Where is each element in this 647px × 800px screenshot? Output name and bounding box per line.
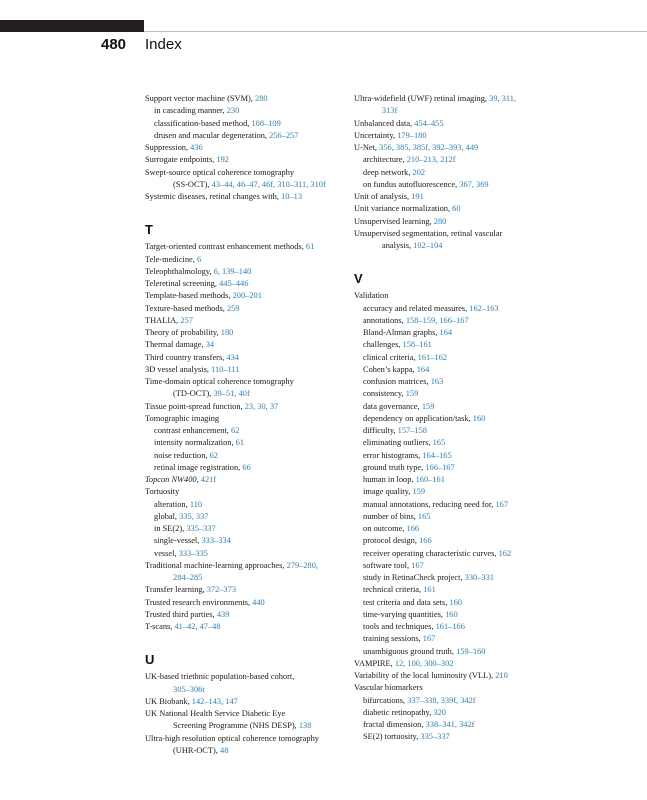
page-reference-link[interactable]: 280	[433, 216, 447, 226]
index-subentry	[354, 535, 554, 547]
page-reference-link[interactable]: 259	[226, 303, 240, 313]
page-reference-link[interactable]: 166–167	[425, 462, 455, 472]
page-reference-link[interactable]: 10–13	[281, 192, 302, 201]
entry-term: contrast enhancement,	[154, 426, 231, 435]
page-reference-link[interactable]: 102–104	[413, 241, 443, 250]
entry-term: eliminating outliers,	[363, 438, 433, 448]
page-reference-link[interactable]: 337–338, 339f, 342f	[407, 695, 476, 705]
index-subentry	[354, 450, 554, 462]
entry-term: Trusted research environments,	[145, 597, 253, 607]
entry-term: Vascular biomarkers	[354, 683, 423, 693]
page-reference-link[interactable]: 159	[421, 401, 435, 411]
entry-term: software tool,	[363, 560, 412, 570]
index-subentry	[354, 523, 554, 535]
entry-term: diabetic retinopathy,	[363, 707, 434, 717]
entry-term: (TD-OCT),	[173, 389, 214, 399]
page-reference-link[interactable]: 230	[226, 106, 240, 116]
index-entry	[145, 254, 343, 266]
entry-term: on fundus autofluorescence,	[363, 179, 460, 189]
page-reference-link[interactable]: 165	[432, 438, 446, 448]
page-reference-link[interactable]: 192	[216, 155, 229, 165]
header-rule	[144, 31, 647, 32]
entry-term: manual annotations, reducing need for,	[363, 499, 496, 509]
entry-term: Tortuosity	[145, 487, 180, 497]
index-subentry	[145, 118, 343, 130]
entry-group	[354, 290, 554, 743]
index-entry	[145, 560, 343, 572]
index-entry	[354, 93, 554, 105]
entry-term: Variability of the local luminosity (VLL),	[354, 671, 496, 680]
index-entry	[145, 167, 343, 179]
entry-term: time-varying quantities,	[363, 609, 446, 619]
page-reference-link[interactable]: 157–158	[397, 426, 427, 435]
page-reference-link[interactable]: 313f	[382, 106, 398, 116]
entry-term: on outcome,	[363, 524, 407, 533]
index-subentry	[354, 388, 554, 400]
page-reference-link[interactable]: 159	[405, 389, 419, 399]
page-reference-link[interactable]: 60	[452, 204, 461, 214]
page-reference-link[interactable]: 62	[209, 450, 218, 460]
entry-term: Target-oriented contrast enhancement methods,	[145, 242, 306, 252]
page-reference-link[interactable]: 158–159, 166–167	[405, 315, 469, 325]
entry-term: (SS-OCT),	[173, 179, 212, 189]
entry-term: THALIA,	[145, 315, 181, 325]
page-reference-link[interactable]: 166	[419, 536, 432, 546]
index-subentry	[354, 167, 554, 179]
entry-term: study in RetinaCheck project,	[363, 573, 465, 582]
entry-group	[354, 93, 554, 252]
index-entry	[145, 376, 343, 388]
page-reference-link[interactable]: 333–334	[201, 536, 231, 546]
index-subentry	[354, 646, 554, 658]
index-subentry	[354, 413, 554, 425]
index-entry	[145, 191, 343, 203]
entry-term: human in loop,	[363, 475, 416, 484]
entry-term: Unbalanced data,	[354, 118, 415, 128]
index-subentry	[354, 486, 554, 498]
index-subentry	[354, 401, 554, 413]
index-subentry	[354, 437, 554, 449]
page-reference-link[interactable]: 167	[411, 560, 424, 570]
entry-term: analysis,	[382, 241, 414, 250]
index-entry	[145, 621, 343, 633]
entry-term: Transfer learning,	[145, 585, 207, 595]
page-reference-link[interactable]: 372–373	[206, 585, 237, 595]
page-reference-link[interactable]: 166	[406, 524, 420, 533]
index-entry	[145, 696, 343, 708]
index-entry	[145, 266, 343, 278]
page-reference-link[interactable]: 158–161	[402, 340, 432, 350]
index-entry	[354, 130, 554, 142]
entry-term: Systemic diseases, retinal changes with,	[145, 192, 282, 201]
page-reference-link[interactable]: 159–160	[456, 646, 486, 656]
index-entry	[354, 670, 554, 682]
page-reference-link[interactable]: 39–51, 40f	[213, 389, 250, 399]
entry-term: classification-based method,	[154, 118, 252, 128]
entry-term: dependency on application/task,	[363, 413, 473, 423]
index-entry-continuation	[145, 388, 343, 400]
index-subentry	[354, 352, 554, 364]
index-subentry	[354, 303, 554, 315]
page-reference-link[interactable]: 164–165	[422, 450, 452, 460]
index-entry	[145, 142, 343, 154]
entry-term: Teleretinal screening,	[145, 279, 220, 288]
entry-term: Traditional machine-learning approaches,	[145, 560, 287, 570]
page-reference-link[interactable]: 110–111	[211, 364, 240, 374]
entry-term: Unsupervised learning,	[354, 216, 434, 226]
page-reference-link[interactable]: 454–455	[414, 118, 444, 128]
page-number: 480	[101, 36, 127, 53]
entry-term: UK-based triethnic population-based cohort,	[145, 672, 295, 682]
page-reference-link[interactable]: 210–213, 212f	[406, 155, 456, 165]
index-subentry	[145, 105, 343, 117]
entry-term: protocol design,	[363, 536, 420, 546]
index-entry	[145, 290, 343, 302]
page-reference-link[interactable]: 284–285	[173, 573, 203, 582]
index-subentry	[145, 548, 343, 560]
page-reference-link[interactable]: 161–162	[417, 352, 447, 362]
page-reference-link[interactable]: 161	[423, 585, 436, 595]
page-reference-link[interactable]: 138	[298, 721, 312, 731]
index-subentry	[354, 707, 554, 719]
index-subentry	[145, 511, 343, 523]
index-entry	[145, 315, 343, 327]
page-reference-link[interactable]: 34	[205, 340, 215, 350]
page-reference-link[interactable]: 179–180	[397, 130, 427, 140]
page-reference-link[interactable]: 164	[416, 364, 430, 374]
index-entry	[145, 671, 343, 683]
entry-term: intensity normalization,	[154, 438, 236, 448]
index-entry	[145, 413, 343, 425]
page-reference-link[interactable]: 335–337	[420, 732, 450, 742]
page-reference-link[interactable]: 167	[422, 634, 436, 644]
index-subentry	[145, 425, 343, 437]
index-entry	[145, 733, 343, 745]
index-column-left	[145, 93, 343, 757]
page-reference-link[interactable]: 257	[180, 315, 193, 325]
page-reference-link[interactable]: 160	[445, 609, 458, 619]
entry-term: Tissue point-spread function,	[145, 401, 245, 411]
index-entry	[145, 241, 343, 253]
entry-term: confusion matrices,	[363, 377, 431, 386]
page-reference-link[interactable]: 279–280,	[286, 560, 318, 570]
entry-term: Unsupervised segmentation, retinal vascular	[354, 228, 503, 238]
index-subentry	[145, 535, 343, 547]
section-letter-u: U	[145, 652, 155, 668]
index-subentry	[354, 499, 554, 511]
entry-term: Bland-Altman graphs,	[363, 328, 440, 337]
index-entry	[145, 609, 343, 621]
index-subentry	[354, 597, 554, 609]
entry-term: VAMPIRE,	[354, 658, 395, 668]
index-entry-continuation	[145, 745, 343, 757]
index-subentry	[354, 364, 554, 376]
index-entry	[145, 364, 343, 376]
page-reference-link[interactable]: 159	[412, 487, 426, 497]
index-entry-continuation	[145, 720, 343, 732]
index-subentry	[145, 523, 343, 535]
index-subentry	[354, 560, 554, 572]
entry-term: Validation	[354, 291, 389, 301]
index-subentry	[354, 511, 554, 523]
entry-term: Suppression,	[145, 143, 191, 152]
index-subentry	[145, 130, 343, 142]
index-subentry	[354, 633, 554, 645]
entry-term: Tomographic imaging	[145, 413, 220, 423]
entry-term: Trusted third parties,	[145, 609, 217, 619]
entry-term: noise reduction,	[154, 450, 210, 460]
index-subentry	[354, 621, 554, 633]
entry-term: Topcon NW400,	[145, 475, 201, 484]
entry-term: (UHR-OCT),	[173, 745, 220, 755]
index-entry	[145, 278, 343, 290]
entry-term: Surrogate endpoints,	[145, 155, 217, 165]
page-reference-link[interactable]: 445–446	[219, 279, 249, 288]
index-entry	[145, 597, 343, 609]
header-bar	[0, 20, 144, 32]
index-entry	[145, 303, 343, 315]
entry-term: Support vector machine (SVM),	[145, 94, 256, 103]
entry-term: training sessions,	[363, 634, 423, 644]
page-reference-link[interactable]: 256–257	[269, 130, 299, 140]
page-reference-link[interactable]: 335–337	[186, 524, 216, 533]
entry-term: receiver operating characteristic curves,	[363, 548, 499, 558]
index-subentry	[354, 695, 554, 707]
page-reference-link[interactable]: 23, 30, 37	[244, 401, 279, 411]
page-reference-link[interactable]: 164	[439, 328, 453, 337]
page-reference-link[interactable]: 202	[412, 167, 426, 177]
entry-term: test criteria and data sets,	[363, 597, 450, 607]
running-head: Index	[145, 36, 182, 53]
entry-term: technical criteria,	[363, 585, 424, 595]
entry-term: data governance,	[363, 401, 422, 411]
entry-term: global,	[154, 511, 180, 521]
index-subentry	[354, 315, 554, 327]
index-entry	[145, 486, 343, 498]
index-entry	[354, 118, 554, 130]
page-reference-link[interactable]: 62	[230, 426, 240, 435]
entry-term: deep network,	[363, 167, 413, 177]
section-letter-t: T	[145, 222, 153, 238]
page-reference-link[interactable]: 6, 139–140	[213, 266, 252, 276]
page-reference-link[interactable]: 167	[495, 499, 509, 509]
entry-term: Teleophthalmology,	[145, 266, 214, 276]
entry-term: retinal image registration,	[154, 462, 243, 472]
entry-term: error histograms,	[363, 450, 423, 460]
entry-term: Thermal damage,	[145, 340, 206, 350]
page-reference-link[interactable]: 110	[189, 499, 203, 509]
page-reference-link[interactable]: 142–143, 147	[191, 696, 238, 706]
page-reference-link[interactable]: 333–335	[178, 548, 208, 558]
index-entry	[145, 474, 343, 486]
entry-term: tools and techniques,	[363, 622, 436, 631]
page-reference-link[interactable]: 66	[242, 462, 251, 472]
index-subentry	[354, 572, 554, 584]
page-reference-link[interactable]: 41–42, 47–48	[174, 622, 221, 631]
index-entry	[354, 191, 554, 203]
page-reference-link[interactable]: 367, 369	[459, 179, 489, 189]
index-entry	[354, 290, 554, 302]
entry-term: Unit of analysis,	[354, 192, 412, 201]
entry-term: number of bins,	[363, 511, 418, 521]
index-subentry	[145, 499, 343, 511]
page-reference-link[interactable]: 335, 337	[179, 511, 209, 521]
page-reference-link[interactable]: 440	[252, 597, 265, 607]
index-entry	[145, 154, 343, 166]
entry-term: single-vessel,	[154, 536, 202, 546]
page-reference-link[interactable]: 200–201	[232, 291, 262, 301]
entry-term: UK National Health Service Diabetic Eye	[145, 709, 286, 718]
entry-term: unambiguous ground truth,	[363, 646, 457, 656]
index-subentry	[354, 339, 554, 351]
page-reference-link[interactable]: 162	[498, 548, 512, 558]
page-reference-link[interactable]: 39, 311,	[489, 94, 517, 103]
page-reference-link[interactable]: 165	[417, 511, 431, 521]
index-entry	[145, 93, 343, 105]
entry-term: Cohen’s kappa,	[363, 364, 417, 374]
entry-term: Tele-medicine,	[145, 254, 197, 264]
entry-term: Third country transfers,	[145, 352, 227, 362]
entry-term: SE(2) tortuosity,	[363, 732, 421, 742]
entry-group	[145, 671, 343, 757]
page-reference-link[interactable]: 160–161	[415, 475, 445, 484]
entry-term: Template-based methods,	[145, 291, 233, 301]
index-entry	[354, 216, 554, 228]
index-subentry	[354, 154, 554, 166]
entry-term: fractal dimension,	[363, 720, 426, 729]
index-subentry	[354, 474, 554, 486]
page-reference-link[interactable]: 320	[433, 707, 446, 717]
entry-term: alteration,	[154, 499, 190, 509]
page-reference-link[interactable]: 160	[472, 413, 486, 423]
index-entry	[354, 658, 554, 670]
entry-group	[145, 241, 343, 633]
page-reference-link[interactable]: 108–109	[251, 118, 281, 128]
section-letter-v: V	[354, 271, 363, 287]
entry-term: Screening Programme (NHS DESP),	[173, 721, 299, 731]
index-entry	[354, 203, 554, 215]
page-reference-link[interactable]: 338–341, 342f	[425, 720, 475, 729]
page-reference-link[interactable]: 43–44, 46–47, 46f, 310–311, 310f	[211, 179, 326, 189]
index-entry-continuation	[354, 105, 554, 117]
page-reference-link[interactable]: 12, 100, 300–302	[394, 658, 454, 668]
entry-term: drusen and macular degeneration,	[154, 130, 270, 140]
page-reference-link[interactable]: 436	[190, 143, 203, 152]
page-reference-link[interactable]: 434	[226, 352, 239, 362]
index-column-right	[354, 93, 554, 744]
page-reference-link[interactable]: 330–331	[464, 573, 494, 582]
index-subentry	[354, 327, 554, 339]
index-subentry	[354, 584, 554, 596]
entry-term: consistency,	[363, 389, 406, 399]
entry-term: U-Net,	[354, 143, 380, 152]
entry-term: Ultra-widefield (UWF) retinal imaging,	[354, 94, 490, 103]
entry-term: annotations,	[363, 315, 406, 325]
page-reference-link[interactable]: 280	[255, 94, 268, 103]
index-entry	[145, 352, 343, 364]
index-entry	[354, 142, 554, 154]
page-reference-link[interactable]: 210	[495, 671, 508, 680]
index-subentry	[145, 450, 343, 462]
entry-term: Time-domain optical coherence tomography	[145, 377, 294, 386]
index-subentry	[354, 609, 554, 621]
index-subentry	[354, 719, 554, 731]
index-subentry	[145, 437, 343, 449]
entry-term: Unit variance normalization,	[354, 204, 453, 214]
page-reference-link[interactable]: 162–163	[469, 303, 499, 313]
index-subentry	[145, 462, 343, 474]
entry-term: in cascading manner,	[154, 106, 227, 116]
index-entry-continuation	[354, 240, 554, 252]
entry-term: vessel,	[154, 548, 179, 558]
page-reference-link[interactable]: 305–306t	[173, 684, 205, 694]
index-entry	[145, 339, 343, 351]
index-subentry	[354, 179, 554, 191]
page-reference-link[interactable]: 48	[220, 745, 229, 755]
page-reference-link[interactable]: 421f	[200, 475, 217, 484]
index-subentry	[354, 731, 554, 743]
entry-term: 3D vessel analysis,	[145, 364, 212, 374]
page-reference-link[interactable]: 61	[305, 242, 315, 252]
entry-term: image quality,	[363, 487, 413, 497]
index-entry	[145, 584, 343, 596]
entry-term: Ultra-high resolution optical coherence tomography	[145, 733, 319, 743]
entry-term: UK Biobank,	[145, 696, 192, 706]
page-reference-link[interactable]: 61	[235, 438, 245, 448]
index-entry-continuation	[145, 684, 343, 696]
index-entry	[145, 708, 343, 720]
page-reference-link[interactable]: 6	[196, 254, 202, 264]
entry-term: in SE(2),	[154, 524, 187, 533]
index-subentry	[354, 548, 554, 560]
entry-term: Swept-source optical coherence tomography	[145, 167, 295, 177]
entry-term: Theory of probability,	[145, 328, 221, 337]
entry-group	[145, 93, 343, 203]
page-reference-link[interactable]: 191	[411, 192, 424, 201]
page-reference-link[interactable]: 439	[216, 609, 230, 619]
index-entry-continuation	[145, 572, 343, 584]
index-subentry	[354, 425, 554, 437]
entry-term: bifurcations,	[363, 695, 408, 705]
page-reference-link[interactable]: 356, 385, 385f, 392–393, 449	[379, 143, 479, 152]
entry-term: clinical criteria,	[363, 352, 418, 362]
index-subentry	[354, 462, 554, 474]
entry-term: Texture-based methods,	[145, 303, 227, 313]
index-entry-continuation	[145, 179, 343, 191]
entry-term: Uncertainty,	[354, 130, 398, 140]
page-reference-link[interactable]: 161–166	[435, 622, 465, 631]
index-entry	[354, 682, 554, 694]
index-entry	[145, 327, 343, 339]
entry-term: ground truth type,	[363, 462, 426, 472]
entry-term: challenges,	[363, 340, 403, 350]
index-subentry	[354, 376, 554, 388]
page-reference-link[interactable]: 180	[220, 328, 234, 337]
entry-term: accuracy and related measures,	[363, 303, 470, 313]
entry-term: difficulty,	[363, 426, 398, 435]
entry-term: T-scans,	[145, 622, 175, 631]
index-entry	[354, 228, 554, 240]
entry-term: architecture,	[363, 155, 407, 165]
index-entry	[145, 401, 343, 413]
page-reference-link[interactable]: 160	[449, 597, 463, 607]
page-reference-link[interactable]: 163	[430, 377, 444, 386]
